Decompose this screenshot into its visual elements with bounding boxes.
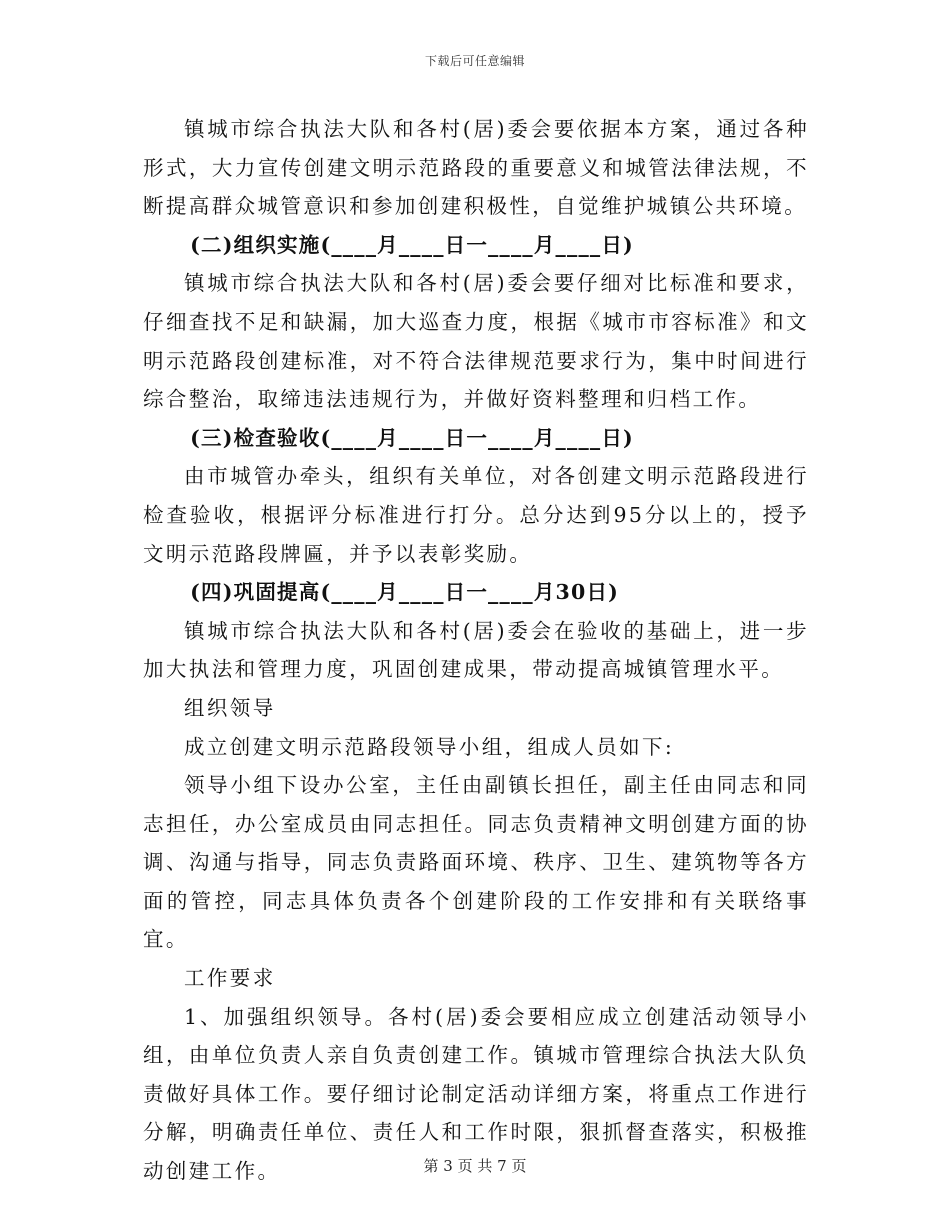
paragraph-leadership-group: 成立创建文明示范路段领导小组，组成人员如下: xyxy=(184,734,675,759)
paragraph-consolidation: 镇城市综合执法大队和各村(居)委会在验收的基础上，进一步加大执法和管理力度，巩固创建成果，带动提高城镇管理水平。 xyxy=(143,618,809,682)
paragraph-requirement-1: 1、加强组织领导。各村(居)委会要相应成立创建活动领导小组，由单位负责人亲自负责创建工作。镇城市管理综合执法大队负责做好具体工作。要仔细讨论制定活动详细方案，将重点工作进行分解，明确责任单位、责任人和工作时限，狠抓督查落实，积极推动创建工作。 xyxy=(143,1004,809,1184)
page-header: 下载后可任意编辑 xyxy=(424,54,525,68)
paragraph-inspection: 由市城管办牵头，组织有关单位，对各创建文明示范路段进行检查验收，根据评分标准进行打分。总分达到95分以上的，授予文明示范路段牌匾，并予以表彰奖励。 xyxy=(143,464,809,566)
paragraph-implementation: 镇城市综合执法大队和各村(居)委会要仔细对比标准和要求，仔细查找不足和缺漏，加大巡查力度，根据《城市市容标准》和文明示范路段创建标准，对不符合法律规范要求行为，集中时间进行综合整治，取缔违法违规行为，并做好资料整理和归档工作。 xyxy=(143,271,809,412)
paragraph-publicity: 镇城市综合执法大队和各村(居)委会要依据本方案，通过各种形式，大力宣传创建文明示范路段的重要意义和城管法律法规，不断提高群众城管意识和参加创建积极性，自觉维护城镇公共环境。 xyxy=(143,117,809,219)
document-body xyxy=(143,110,809,1191)
section-heading-inspection: (三)检查验收(____月____日一____月____日) xyxy=(190,425,634,450)
subheading-leadership: 组织领导 xyxy=(184,695,276,720)
subheading-requirements: 工作要求 xyxy=(184,966,276,991)
section-heading-consolidation: (四)巩固提高(____月____日一____月30日) xyxy=(190,580,620,605)
paragraph-office-duties: 领导小组下设办公室，主任由副镇长担任，副主任由同志和同志担任，办公室成员由同志担任。同志负责精神文明创建方面的协调、沟通与指导，同志负责路面环境、秩序、卫生、建筑物等各方面的管控，同志具体负责各个创建阶段的工作安排和有关联络事宜。 xyxy=(143,773,809,952)
section-heading-implementation: (二)组织实施(____月____日一____月____日) xyxy=(190,232,634,257)
page-footer: 第 3 页 共 7 页 xyxy=(423,1157,527,1175)
